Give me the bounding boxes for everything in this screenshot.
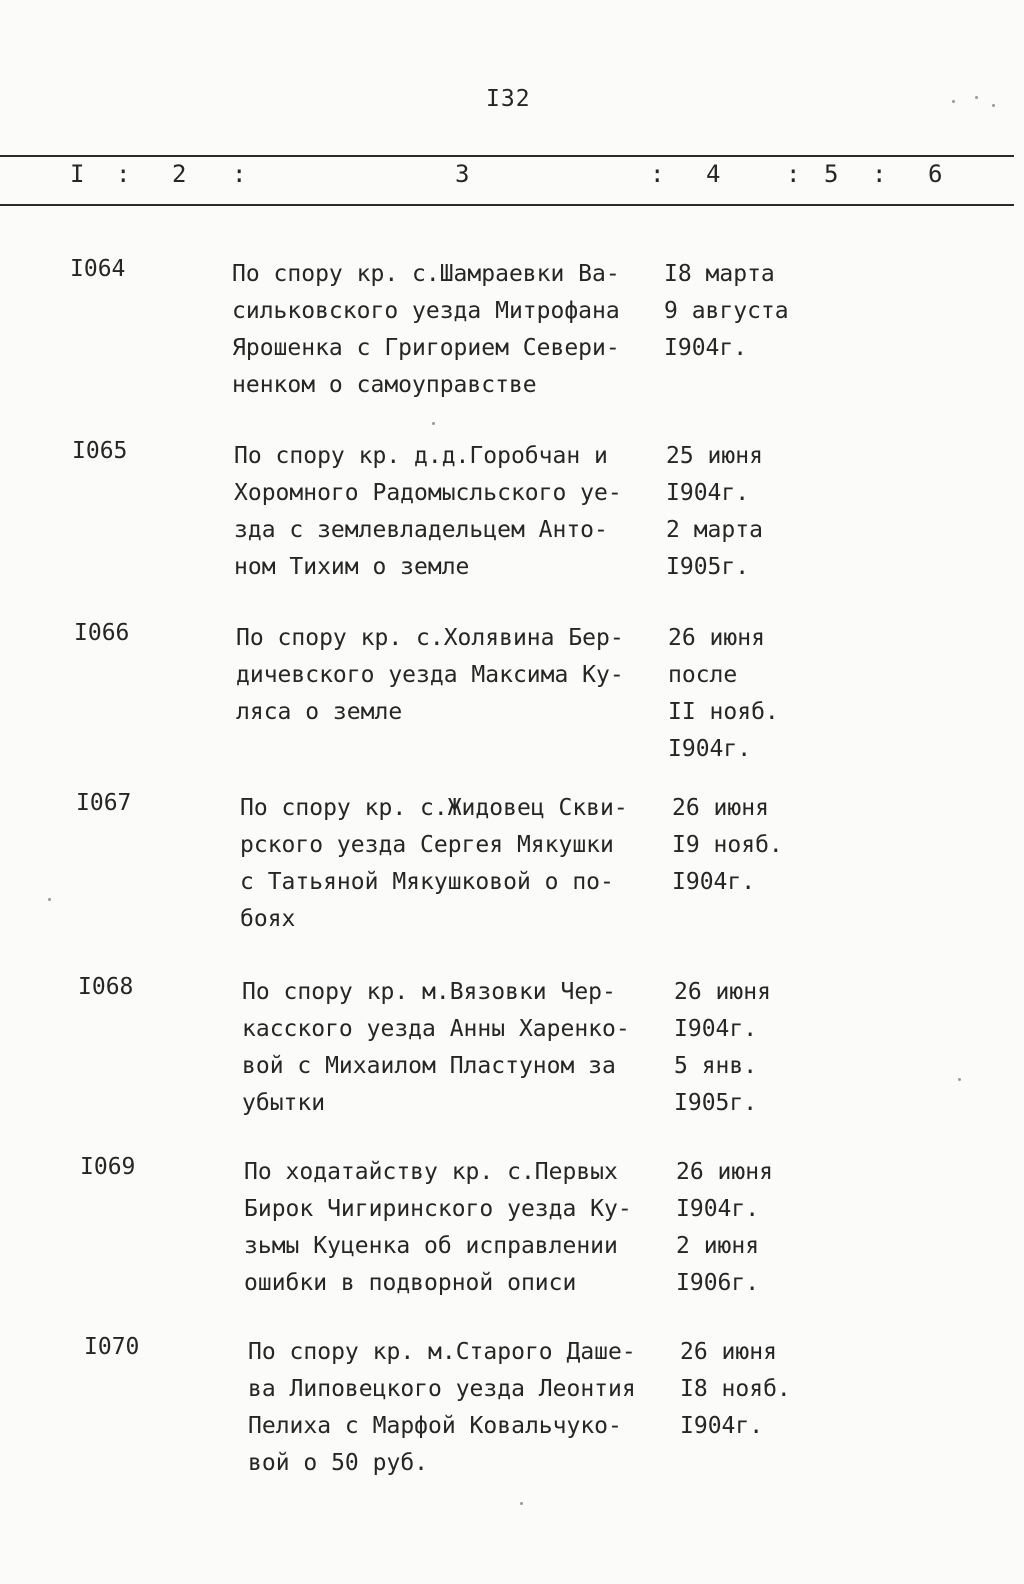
date-line: I904г. [666,480,750,506]
description-line: зьмы Куценка об исправлении [244,1233,618,1259]
date-line: II нояб. [668,699,779,725]
date-line: 26 июня [676,1159,773,1185]
description-line: Хоромного Радомысльского уе- [234,480,622,506]
scan-speck [958,1078,961,1081]
scan-speck [48,898,51,901]
page-number: I32 [486,86,531,112]
date-line: I8 марта [664,261,775,287]
description-line: касского уезда Анны Харенко- [242,1016,630,1042]
date-line: 26 июня [668,625,765,651]
entry-description [240,790,628,938]
date-line: 5 янв. [674,1053,758,1079]
entry-description [232,256,620,404]
scan-speck [520,1502,523,1505]
entry-number: I065 [72,438,128,464]
description-line: По спору кр. с.Жидовец Скви- [240,795,628,821]
date-line: I9 нояб. [672,832,783,858]
date-line: 25 июня [666,443,763,469]
scan-speck [432,422,435,425]
entry-description [242,974,630,1122]
description-line: ненком о самоуправстве [232,372,537,398]
column-header-2: 2 [172,160,187,188]
entry-dates [680,1334,791,1445]
date-line: после [668,662,738,688]
description-line: ошибки в подворной описи [244,1270,577,1296]
date-line: 26 июня [672,795,769,821]
description-line: По спору кр. д.д.Горобчан и [234,443,608,469]
description-line: По спору кр. м.Старого Даше- [248,1339,636,1365]
date-line: 26 июня [674,979,771,1005]
entry-number: I064 [70,256,126,282]
date-line: I905г. [674,1090,758,1116]
date-line: I906г. [676,1270,760,1296]
description-line: дичевского уезда Максима Ку- [236,662,624,688]
description-line: Пелиха с Марфой Ковальчуко- [248,1413,622,1439]
column-header-3: 3 [455,160,470,188]
description-line: убытки [242,1090,326,1116]
entry-description [236,620,624,731]
entry-dates [664,256,789,367]
column-separator: : [872,160,887,188]
column-separator: : [786,160,801,188]
scan-speck [975,96,978,99]
date-line: I904г. [674,1016,758,1042]
entry-description [248,1334,636,1482]
entry-description [234,438,622,586]
entry-dates [676,1154,773,1302]
description-line: сильковского уезда Митрофана [232,298,620,324]
description-line: По ходатайству кр. с.Первых [244,1159,618,1185]
description-line: рского уезда Сергея Мякушки [240,832,614,858]
header-rule-top [0,155,1014,157]
entry-number: I070 [84,1334,140,1360]
description-line: ва Липовецкого уезда Леонтия [248,1376,636,1402]
entry-dates [674,974,771,1122]
entry-dates [666,438,763,586]
column-header-1: I [70,160,85,188]
date-line: I8 нояб. [680,1376,791,1402]
header-rule-bottom [0,204,1014,206]
entry-dates [668,620,779,768]
scan-speck [992,104,995,107]
column-header-6: 6 [928,160,943,188]
date-line: 2 марта [666,517,763,543]
date-line: I904г. [668,736,752,762]
description-line: Бирок Чигиринского уезда Ку- [244,1196,632,1222]
entry-description [244,1154,632,1302]
date-line: 26 июня [680,1339,777,1365]
date-line: 2 июня [676,1233,760,1259]
description-line: боях [240,906,296,932]
entry-number: I068 [78,974,134,1000]
description-line: вой о 50 руб. [248,1450,429,1476]
description-line: вой с Михаилом Пластуном за [242,1053,616,1079]
description-line: зда с землевладельцем Анто- [234,517,608,543]
description-line: Ярошенка с Григорием Севери- [232,335,620,361]
description-line: ном Тихим о земле [234,554,470,580]
entry-dates [672,790,783,901]
date-line: I904г. [664,335,748,361]
date-line: I905г. [666,554,750,580]
description-line: По спору кр. м.Вязовки Чер- [242,979,616,1005]
scan-speck [952,100,955,103]
description-line: с Татьяной Мякушковой о по- [240,869,614,895]
date-line: I904г. [676,1196,760,1222]
entry-number: I069 [80,1154,136,1180]
entry-number: I066 [74,620,130,646]
description-line: По спору кр. с.Шамраевки Ва- [232,261,620,287]
date-line: 9 августа [664,298,789,324]
column-separator: : [650,160,665,188]
date-line: I904г. [672,869,756,895]
date-line: I904г. [680,1413,764,1439]
entry-number: I067 [76,790,132,816]
description-line: По спору кр. с.Холявина Бер- [236,625,624,651]
description-line: ляса о земле [236,699,403,725]
column-separator: : [116,160,131,188]
column-header-4: 4 [706,160,721,188]
column-header-5: 5 [824,160,839,188]
column-separator: : [232,160,247,188]
